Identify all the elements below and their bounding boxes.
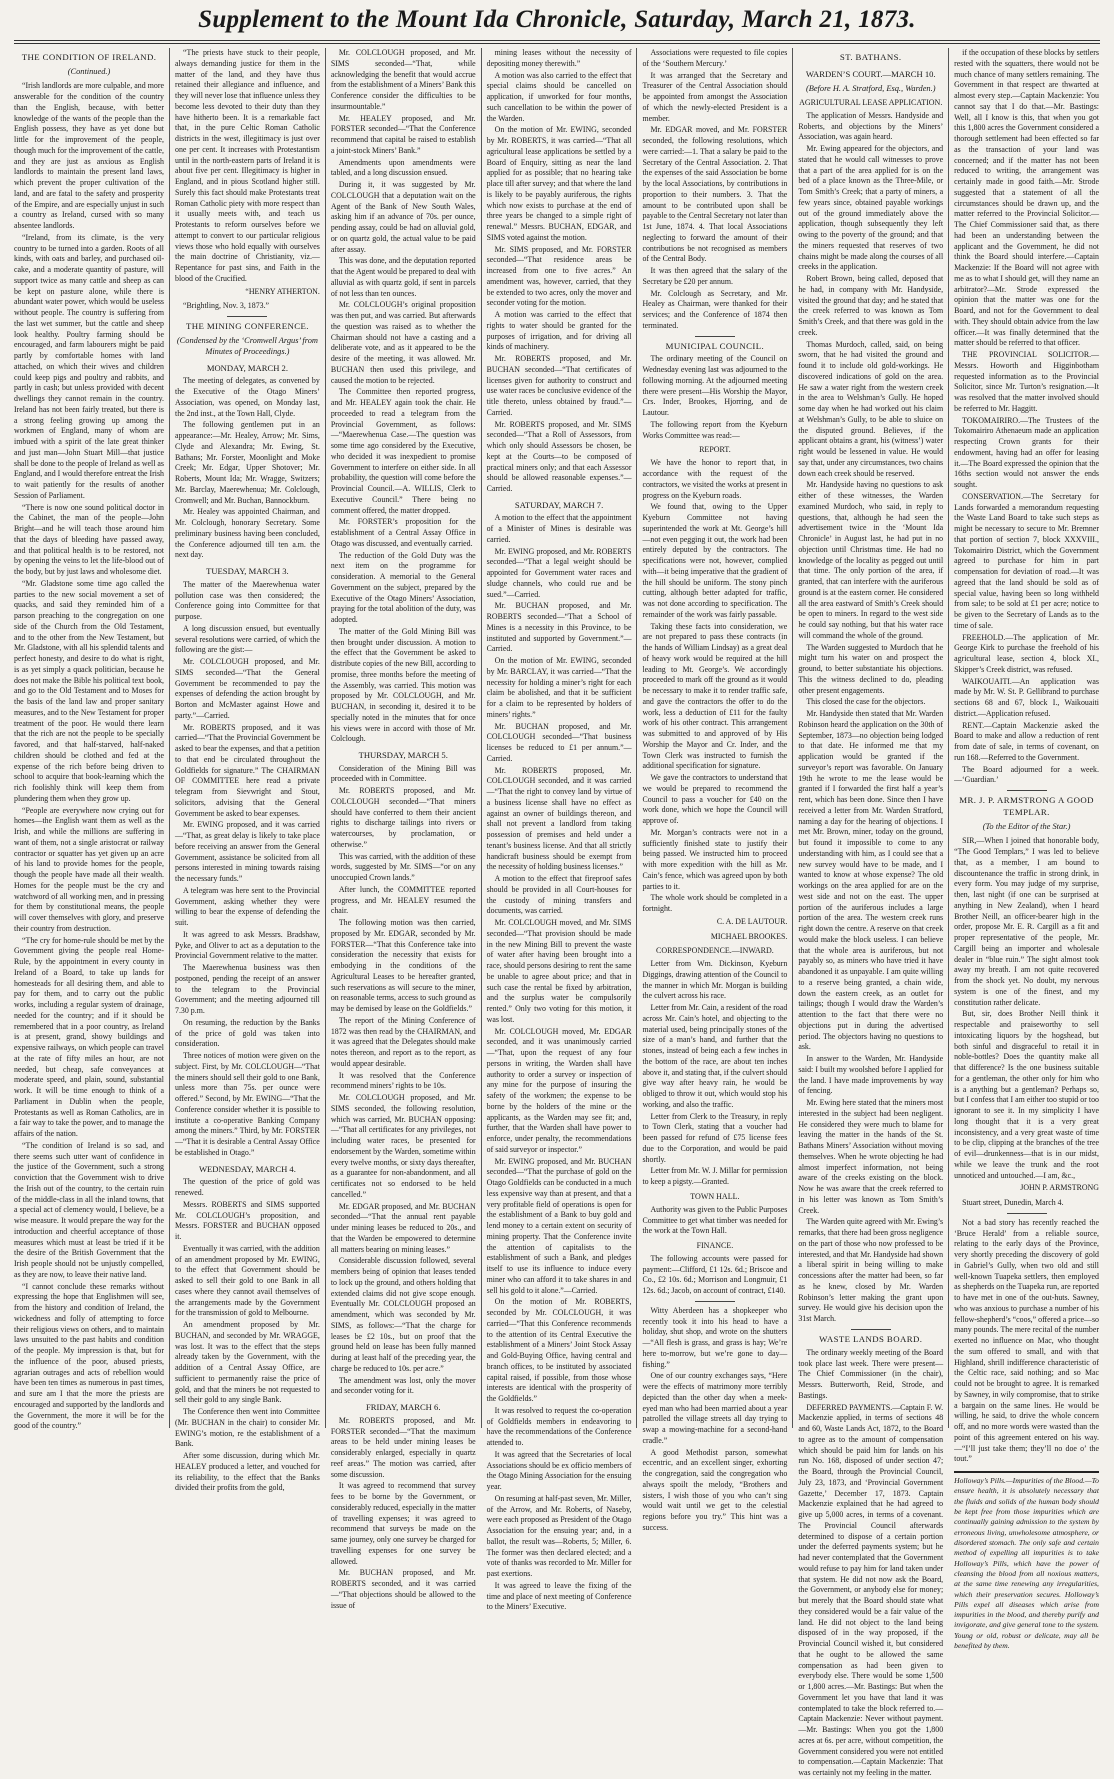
date-heading: SATURDAY, MARCH 7.	[514, 499, 604, 510]
paragraph: The meeting of delegates, as convened by the Executive of the Otago Miners’ Association, was opened, on Monday last, the 2nd inst., at the Town Hall, Clyde.	[175, 376, 320, 418]
date-heading: TUESDAY, MARCH 3.	[206, 566, 289, 577]
paragraph: A good Methodist parson, somewhat eccentric, and an excellent singer, exhorting the congregation, said the congregation who always spoilt the melody, “Brothers and sisters, I wish those of you who can’t sing would wait until we get to the celestial regions before you try.” This hint was a success.	[642, 1447, 788, 1532]
paragraph: Mr. FORSTER’s proposition for the establishment of a Central Assay Office in Otago was discussed, and eventually carried.	[330, 517, 476, 548]
paragraph: mining leases without the necessity of depositing money therewith.”	[486, 48, 632, 68]
paragraph: The question of the price of gold was renewed.	[175, 1177, 320, 1198]
paragraph: Messrs. ROBERTS and SIMS supported Mr. COLCLOUGH’s proposition, and Messrs. FORSTER and BUCHAN opposed it.	[175, 1199, 320, 1242]
signature: C. A. DE LAUTOUR.	[716, 916, 788, 926]
paragraph: Taking these facts into consideration, we are not prepared to pass these contracts (in the hands of William Lindsay) as a great deal of heavy work would be required at the hill leading to Mt. George’s. We accordingly proceeded to mark off the ground as it would be necessary to make it to render traffic safe, and gave the contractors the offer to do the work, less a deduction of £11 for the faulty work of his other contract. This arrangement was submitted to and approved of by His Worship the Mayor and Cr. Inder, and the Town Clerk was instructed to furnish the additional specification for signature.	[642, 621, 788, 771]
paragraph: Mr. COLCLOUGH moved, and Mr. SIMS seconded—“That provision should be made in the new Mining Bill to prevent the waste of water after having been brought into a race, should persons desiring to rent the same be unable to agree about price; and that in such case the rental be fixed by arbitration, and the surplus water be compulsorily rented.” Only two voting for this motion, it was lost.	[486, 918, 632, 1024]
paragraph: Mr. ROBERTS proposed, and Mr. FORSTER seconded—“That the maximum areas to be held under mining leases be considerably enlarged, especially in quartz reef areas.” The motion was carried, after some discussion.	[330, 1415, 476, 1479]
article-heading: MR. J. P. ARMSTRONG A GOOD TEMPLAR.	[959, 795, 1094, 817]
paragraph: On resuming, the reduction by the Banks of the price of gold was taken into consideration.	[175, 1017, 320, 1049]
paragraph: On resuming at half-past seven, Mr. Miller, of the Arrow, and Mr. Roberts, of Naseby, were each proposed as President of the Otago Association for the ensuing year; and, in a ballot, the result was—Roberts, 5; Miller, 6. The former was then declared elected; and a vote of thanks was recorded to Mr. Miller for past exertions.	[486, 1493, 632, 1579]
paragraph: Letter from Mr. Cain, a resident of the road across Mr. Cain’s hotel, and objecting to the material used, being principally stones of the size of a man’s hand, and further that the stones, instead of being each a few inches in the bottom of the race, are about ten inches above it, and stating that, if the culvert should give way after heavy rain, he would be obliged to throw it out, which would stop his working, and also the traffic.	[642, 1003, 788, 1109]
paragraph: Mr. EDGAR moved, and Mr. FORSTER seconded, the following resolutions, which were carried:—1. That a salary be paid to the Secretary of the Central Association. 2. That the expenses of the said Association be borne by the local Associations, by contributions in proportion to their numbers. 3. That the amount to be contributed upon shall be payable to the Central Secretary not later than 1st June, 1874. 4. That local Associations neglecting to forward the amount of their contributions be not recognised as members of the Central Body.	[642, 125, 788, 264]
paragraph: On the motion of Mr. ROBERTS, seconded by Mr. COLCLOUGH, it was carried—“That this Conference recommends to the attention of its Central Executive the establishment of a Miners’ Joint Stock Assay and Gold-Buying Office, having central and branch offices, to be instituted by associated capital raised, if possible, from those whose interests are identical with the prosperity of the Goldfields.”	[486, 1297, 632, 1404]
signature: MICHAEL BROOKES.	[710, 931, 788, 941]
paragraph: Not a bad story has recently reached the ‘Bruce Herald’ from a reliable source, relating to the early days of the Province, very shortly preceding the discovery of gold in Gabriel’s Gully, when two old and still well-known Tuapeka settlers, then employed as shepherds on the Tuapeka run, are reported to have met in one of the out-huts. Sawney, who was anxious to purchase a number of his fellow-shepherd’s “coos,” offered a price—so many pounds. The mere recital of the number exerted no influence on Mac, who thought the sum offered to small, and with that Highland, shrill indifference characteristic of the Celtic race, said nothing; and so Mac could not be brought to agree. It is remarked by Sawney, in wily compromise, that to strike a bargain on the same lines. He would be willing, he said, to drive the whole concern off, and no more words were wasted than the point of this agreement entered on his way.—“I’ll just take them; they’ll no doe o’ the tout.”	[954, 1217, 1099, 1464]
paragraph: An amendment proposed by Mr. BUCHAN, and seconded by Mr. WRAGGE, was lost. It was to the effect that the steps already taken by the Government, with the addition of a Central Assay Office, are sufficient to permanently raise the price of gold, and that the miners be not requested to sell their gold to any single Bank.	[175, 1320, 320, 1405]
section-label: FINANCE.	[696, 1241, 734, 1251]
paragraph: Mr. COLCLOUGH proposed, and Mr. SIMS seconded—“That the General Government be recommended to pay the expenses of defending the action brought by Borton and McMaster against Howe and party.”—Carried.	[175, 657, 320, 720]
column-2	[169, 48, 325, 1493]
article-subheading: (Before H. A. Stratford, Esq., Warden.)	[805, 83, 936, 93]
paragraph: “There is now one sound political doctor in the Cabinet, the man of the people—John Bright—and he will teach those around him that the days of bleeding have passed away, and that political health is to be restored, not by opening the veins to let the life-blood out of the body, but by just laws and wholesome diet.	[14, 502, 164, 577]
masthead-rule	[14, 40, 1100, 41]
masthead-title: Supplement to the Mount Ida Chronicle, Saturday, March 21, 1873.	[198, 6, 916, 33]
column-1	[14, 48, 169, 1431]
paragraph: Mr. Colclough as Secretary, and Mr. Healey as Chairman, were thanked for their services; and the Conference of 1874 then terminated.	[642, 288, 788, 330]
columns	[14, 48, 1104, 1778]
article-heading: THE MINING CONFERENCE.	[185, 321, 309, 331]
paragraph: The whole work should be completed in a fortnight.	[642, 893, 788, 914]
date-heading: MONDAY, MARCH 2.	[206, 362, 288, 373]
paragraph: Mr. COLCLOUGH moved, Mr. EDGAR seconded, and it was unanimously carried—“That, upon the request of any four persons in writing, the Warden shall have authority to order a survey or inspection of any mine for the purpose of insuring the safety of the workmen; the expense to be borne by the holders of the mine or the applicants, as the Warden may see fit; and, further, that the Warden shall have power to enforce, under penalty, the recommendations of said surveyor or inspector.”	[486, 1026, 632, 1154]
divider	[1007, 1213, 1047, 1214]
paragraph: It was agreed that the Secretaries of local Associations should be ex officio members of the Otago Mining Association for the ensuing year.	[486, 1449, 632, 1492]
article-subheading: (Continued.)	[67, 66, 111, 76]
paragraph: After lunch, the COMMITTEE reported progress, and Mr. HEALEY resumed the chair.	[330, 884, 476, 916]
paragraph: It was resolved that the Conference recommend miners’ rights to be 10s.	[330, 1070, 476, 1091]
paragraph: A long discussion ensued, but eventually several resolutions were carried, of which the following are the gist:—	[175, 623, 320, 655]
masthead-rule-2	[14, 43, 1100, 44]
paragraph: One of our country exchanges says, “Here were the effects of matrimony more terribly depicted than the other day when a meek-eyed man who had been married about a year patrolled the village streets all day trying to swap a mowing-machine for a second-hand cradle.”	[642, 1371, 788, 1445]
paragraph: Mr. SIMS proposed, and Mr. FORSTER seconded—“That residence areas be increased from one to five acres.” An amendment was, however, carried, that they be extended to two acres, only the mover and seconder voting for the motion.	[486, 244, 632, 308]
paragraph: The Warden quite agreed with Mr. Ewing’s remarks, that there had been gross negligence on the part of those who now professed to be interested, and that Mr. Handyside had shown a liberal spirit in being willing to make concessions after the matter had been, so far as he knew, closed by Mr. Warden Robinson’s letter making the grant upon survey. He would give his decision upon the 31st March.	[798, 1217, 944, 1324]
paragraph: A motion was carried to the effect that rights to water should be granted for the purposes of irrigation, and for driving all kinds of machinery.	[486, 310, 632, 352]
paragraph: It was resolved to request the co-operation of Goldfields members in endeavoring to have the recommendations of the Conference attended to.	[486, 1405, 632, 1448]
paragraph: “The condition of Ireland is so sad, and there seems such utter want of confidence in the justice of the Government, such a strong conviction that the Government wish to drive the Irish out of the country, to the certain ruin of the middle-class in all the inland towns, that a special act of clemency would, I believe, be a wise measure. It would prepare the way for the introduction and cheerful acceptance of those measures which must at least be tried if it be the desire of the British Government that the Irish people should not be unjustly compelled, as they are now, to leave their native land.	[14, 1140, 164, 1279]
divider	[227, 316, 267, 317]
paragraph: Associations were requested to file copies of the ‘Southern Mercury.’	[642, 48, 788, 68]
paragraph: Mr. Ewing here stated that the miners most interested in the subject had been negligent. He considered they were much to blame for leaving the matter in the hands of the St. Bathans Miners’ Association without moving themselves. When he wrote objecting he had almost imperfect information, not being aware of the creeks existing on the block. Now he was aware that the creek referred to in his letter was known as Tom Smith’s Creek.	[798, 1098, 944, 1215]
paragraph: It was then agreed that the salary of the Secretary be £20 per annum.	[642, 266, 788, 286]
paragraph: Authority was given to the Public Purposes Committee to get what timber was needed for the work at the Town Hall.	[642, 1204, 788, 1236]
paragraph: Amendments upon amendments were tabled, and a long discussion ensued.	[330, 157, 476, 178]
paragraph: FREEHOLD.—The application of Mr. George Kirk to purchase the freehold of his agricultural lease, section 4, block XI., Skipper’s Creek district, was refused.	[954, 632, 1099, 674]
paragraph: On the motion of Mr. EWING, seconded by Mr. BARCLAY, it was carried—“That the necessity for holding a miner’s right for each claim be abolished, and that it be sufficient for a claim to be represented by holders of miners’ rights.”	[486, 656, 632, 719]
article-heading: WASTE LANDS BOARD.	[819, 1333, 923, 1344]
paragraph: Mr. BUCHAN proposed, and Mr. ROBERTS seconded, and it was carried—“That objections should be allowed to the issue of	[330, 1568, 476, 1610]
section-label: REPORT.	[699, 445, 731, 455]
column-6	[792, 48, 948, 1778]
paragraph: “The cry for home-rule should be met by the Government giving the people real Home-Rule, by the appointment in every county in Ireland of a Board, to take up lands for homesteads for all desiring them, and able to pay for them, and to carry out the public works, including a regular system of drainage, needed for the country; and if it should be remembered that in a poor country, as Ireland is at present, grand, showy buildings and expensive railways, on which people can travel at the rate of fifty miles an hour, are not needed, but cheap, safe conveyances at moderate speed, and plain, sound, substantial work. It will be time enough to think of a Parliament in Dublin when the people, Protestants as well as Roman Catholics, are in a fair way to take the power, and to manage the affairs of the nation.	[14, 935, 164, 1139]
section-label: AGRICULTURAL LEASE APPLICATION.	[799, 98, 943, 108]
paragraph: RENT.—Captain Mackenzie asked the Board to make and allow a reduction of rent from date of sale, in terms of covenant, on run 168.—Referred to the Government.	[954, 720, 1099, 762]
paragraph: The reduction of the Gold Duty was the next item on the programme for consideration. A memorial to the General Government on the subject, prepared by the Executive of the Otago Miners’ Association, praying for the total abolition of the duty, was adopted.	[330, 550, 476, 624]
section-label: TOWN HALL.	[690, 1191, 740, 1201]
paragraph: It was agreed to recommend that survey fees to be borne by the Government, or considerably reduced, especially in the matter of travelling expenses; it was agreed to recommend that surveys be made on the same journey, only one survey be charged for travelling expenses for one survey be allowed.	[330, 1481, 476, 1566]
divider	[851, 1329, 891, 1330]
paragraph: Mr. COLCLOUGH proposed, and Mr. SIMS seconded, the following resolution, which was carried, Mr. BUCHAN opposing:—“That all certificates for any privileges, not including water races, be presented for endorsement by the Warden, sometime within every twelve months, or sixty days thereafter, as a guarantee for non-abandonment, and all certificates not so endorsed to be held cancelled.”	[330, 1093, 476, 1199]
paragraph: The ordinary weekly meeting of the Board took place last week. There were present—The Chief Commissioner (in the chair), Messrs. Butterworth, Reid, Strode, and Bastings.	[798, 1347, 944, 1400]
signature: JOHN P. ARMSTRONG	[1020, 1183, 1099, 1193]
paragraph: We gave the contractors to understand that we would be prepared to recommend the Council to pass a voucher for £40 on the work done, which we hope the Council will approve of.	[642, 773, 788, 826]
article-heading: MUNICIPAL COUNCIL.	[665, 340, 765, 351]
paragraph: “Irish landlords are more culpable, and more answerable for the condition of the country than the English, because, with better knowledge of the wants of the people than the English possess, they have as yet done but little for the improvement of the people, though much for the improvement of the cattle, and they are just as anxious as English landlords to maintain the present land laws, which prevent the proper cultivation of the land, and are fatal to the safety and prosperity of the Empire, and are especially unjust in such a country as Ireland, cursed with so many absentee landlords.	[14, 81, 164, 231]
paragraph: Letter from Wm. Dickinson, Kyeburn Diggings, drawing attention of the Council to the manner in which Mr. Morgan is building the culvert across his race.	[642, 959, 788, 1001]
paragraph: The amendment was lost, only the mover and seconder voting for it.	[330, 1375, 476, 1396]
date-heading: THURSDAY, MARCH 5.	[358, 750, 448, 760]
paragraph: The matter of the Maerewhenua water pollution case was then considered; the Conference going into Committee for that purpose.	[175, 579, 320, 622]
paragraph: The Committee then reported progress, and Mr. HEALEY again took the chair. He proceeded to read a telegram from the Provincial Government, as follows:—“Maerewhenua Case.—The question was some time ago considered by the Executive, who decided it was inexpedient to promise Government to interfere on either side. In all probability, the question will come before the Provincial Council.—A. WILLIS, Clerk to Executive Council.” There being no comment offered, the matter dropped.	[330, 387, 476, 515]
paragraph: After some discussion, during which Mr. HEALEY produced a letter, and vouched for its reliability, to the effect that the Banks divided their profits from the gold,	[175, 1451, 320, 1493]
paragraph: The report of the Mining Conference of 1872 was then read by the CHAIRMAN, and it was agreed that the Delegates should make notes thereon, and report as to the report, as would appear desirable.	[330, 1015, 476, 1068]
paragraph: A motion to the effect that fireproof safes should be provided in all Court-houses for the custody of mining transfers and documents, was carried.	[486, 874, 632, 916]
column-4	[481, 48, 637, 1612]
article-heading: ST. BATHANS.	[839, 52, 902, 62]
paragraph: The following report from the Kyeburn Works Committee was read:—	[642, 419, 788, 440]
article-heading: THE CONDITION OF IRELAND.	[21, 52, 157, 62]
paragraph: Mr. EWING proposed, and Mr. BUCHAN seconded—“That the purchase of gold on the Otago Goldfields can be conducted in a much less expensive way than at present, and that a very profitable field of operations is open for the establishment of a Bank to buy gold and lend money to a certain extent on security of mining property. That the Conference invite the attention of capitalists to the establishment of such a Bank, and pledges itself to use its influence to induce every miner who can afford it to take shares in and sell his gold to it alone.”—Carried.	[486, 1156, 632, 1295]
paragraph: Mr. HEALEY proposed, and Mr. FORSTER seconded—“That the Conference recommend that capital be raised to establish a joint-stock Miners’ Bank.”	[330, 113, 476, 155]
section-label: CORRESPONDENCE.—INWARD.	[656, 946, 774, 956]
paragraph: The Warden suggested to Murdoch that he might turn his water on and prospect the ground, to better substantiate his objections. This the witness declined to do, pleading other present engagements.	[798, 642, 944, 695]
paragraph: Mr. Handyside having no questions to ask either of these witnesses, the Warden examined Murdoch, who said, in reply to questions, that, although he had seen the advertisement twice in the ‘Mount Ida Chronicle’ in August last, he had put in no objection until Christmas time. He had no knowledge of the locality as pegged out until that time. The only portion of the area, if granted, that can interfere with the auriferous ground is at the eastern corner. He considered all the area eastward of Smith’s Creek should be open to miners. In regard to the west side he could say nothing, but that his water race will command the whole of the ground.	[798, 480, 944, 640]
paragraph: Mr. Healey was appointed Chairman, and Mr. Colclough, honorary Secretary. Some preliminary business having been concluded, the Conference adjourned till ten a.m. the next day.	[175, 507, 320, 560]
divider	[1007, 790, 1047, 791]
paragraph: Consideration of the Mining Bill was proceeded with in Committee.	[330, 763, 476, 784]
paragraph: During it, it was suggested by Mr. COLCLOUGH that a deputation wait on the Agent of the Bank of New South Wales, asking him if an advance of 70s. per ounce, pending assay, could be had on alluvial gold, or on quartz gold, the actual value to be paid after assay.	[330, 180, 476, 254]
paragraph: The matter of the Gold Mining Bill was then brought under discussion. A motion to the effect that the Government be asked to distribute copies of the new Bill, according to promise, three months before the meeting of the Assembly, was carried. This motion was proposed by Mr. COLCLOUGH, and Mr. BUCHAN, in seconding it, desired it to be specially noted in the minutes that for once his views were in accord with those of Mr. Colclough.	[330, 626, 476, 744]
paragraph: Thomas Murdoch, called, said, on being sworn, that he had visited the ground and found it to include old gold-workings. He discovered indications of gold on the area. He saw a water right from the western creek in the area to Welshman’s Gully. He hoped some day when he had worked out his claim at Welshman’s Gully, to be able to sluice on the disputed ground. Believes, if the applicant obtains a grant, his (witness’) water right would be lessened in value. He would say that, under any circumstances, two chains down each creek should be reserved.	[798, 339, 944, 478]
divider	[695, 336, 735, 337]
paragraph: Robert Brown, being called, deposed that he had, in company with Mr. Handyside, visited the ground that day; and he stated that the creek referred to was known as Tom Smith’s Creek, and that there was gold in the creek.	[798, 274, 944, 337]
paragraph: But, sir, does Brother Neill think it respectable and praiseworthy to sell intoxicating liquors by the hogshead, but both sinful and disgraceful to retail it in noble-bottles? Does the quantity make all that difference? Is the one business suitable for a gentleman, the other only for him who is a anything but a gentleman? Perhaps so, but I confess that I am either too stupid or too ignorant to see it. In my simplicity I have long thought that it is a very great inconsistency, and a very great waste of time to be clip, clipping at the branches of the tree of evil—drunkenness—that is in our midst, while we leave the trunk and the root unnoticed and untouched.—I am, &c.,	[954, 1009, 1099, 1180]
paragraph: A motion to the effect that the appointment of a Minister of Mines is desirable was carried.	[486, 513, 632, 544]
paragraph: Letter from Clerk to the Treasury, in reply to Town Clerk, stating that a voucher had been passed for refund of £75 license fees due to the Corporation, and would be paid shortly.	[642, 1111, 788, 1164]
paragraph: The application of Messrs. Handyside and Roberts, and objections by the Miners’ Association, was again heard.	[798, 110, 944, 142]
paragraph: “The priests have stuck to their people, always demanding justice for them in the matter of the land, and they have thus retained their allegiance and influence, and they will never lose that influence unless they become less devoted to their duty than they have hitherto been. It is a remarkable fact that, in the pure Celtic Roman Catholic districts in the west, illegitimacy is just over one per cent. It increases with Protestantism until in the north-eastern parts of Ireland it is about five per cent. Illegitimacy is higher in England, and in pious Scotland higher still. Surely this fact should make Protestants treat Roman Catholic piety with more respect than it usually meets with, and teach us Protestants to reform ourselves before we attempt to convert to our particular religious views those who hold equally with ourselves the main doctrine of Christianity, viz.—Repentance for past sins, and Faith in the blood of the Crucified.	[175, 48, 320, 283]
paragraph: Considerable discussion followed, several members being of opinion that leases tended to lock up the ground, and others holding that extended claims did not give scope enough. Eventually Mr. COLCLOUGH proposed an amendment, which was seconded by Mr. SIMS, as follows:—“That the charge for leases be £2 10s., but on proof that the ground held on lease has been fully manned during at least half of the preceding year, the charge be reduced to 10s. per acre.”	[330, 1256, 476, 1373]
paragraph: The Maerewhenua business was then postponed, pending the receipt of an answer to the telegram to the Provincial Government; and the meeting adjourned till 7.30 p.m.	[175, 963, 320, 1016]
paragraph: Mr. Ewing appeared for the objectors, and stated that he would call witnesses to prove that a part of the area applied for is on the bed of a place known as the Three-Mile, or Tom Smith’s Creek; that a party of miners, a few years since, obtained payable workings out of the ground immediately above the application, though subsequently they left owing to the poverty of the ground; and that the miners requested that reserves of two chains might be made along the courses of all creeks in the application.	[798, 144, 944, 272]
paragraph: The Conference then went into Committee (Mr. BUCHAN in the chair) to consider Mr. EWING’s motion, re the establishment of a Bank.	[175, 1407, 320, 1449]
paragraph: “I cannot conclude these remarks without expressing the hope that Englishmen will see, from the history and condition of Ireland, the wickedness and folly of attempting to force their religious views on others, and to maintain laws unsuited to the past habits and condition of the people. My impression is that, but for the influence of the poor, abused priests, agrarian outrages and acts of rebellion would have been ten times as numerous in past times, and sure am I that the more the priests are encouraged and supported by the landlords and the Government, the more it will be for the good of the country.”	[14, 1281, 164, 1431]
signature-place: Stuart street, Dunedin, March 4.	[962, 1198, 1064, 1208]
paragraph: Letter from Mr. W. J. Millar for permission to keep a pigsty.—Granted.	[642, 1166, 788, 1187]
paragraph: A motion was also carried to the effect that special claims should be cancelled on application, if unworked for four months, such cancellation to be within the power of the Warden.	[486, 70, 632, 123]
paragraph: Witty Aberdeen has a shopkeeper who recently took it into his head to have a holiday, shut shop, and wrote on the shutters—“All flesh is grass, and grass is hay; We’re here to-morrow, but we’re gone to day—fishing.”	[642, 1305, 788, 1369]
paragraph: We found that, owing to the Upper Kyeburn Committee not having superintended the work at Mt. George’s hill—not even pegging it out, the work had been entirely deputed by the contractors. The specifications were not, however, complied with—it being imperative that the gradient of the hill should be uniform. The stony pinch cutting, although better adapted for traffic, was not done according to specification. The remainder of the work was fairly passable.	[642, 502, 788, 619]
column-3	[325, 48, 481, 1610]
column-7	[948, 48, 1104, 1651]
article-subheading: (To the Editor of the Star.)	[982, 821, 1071, 831]
paragraph: SIR,—When I joined that honorable body, “The Good Templars,” I was led to believe that, as a member, I am bound to discountenance the traffic in strong drink, in every form. You may judge of my surprise, then, last night (if one can be surprised at anything in New Zealand), when I heard Brother Neill, an officer-bearer high in the order, propose Mr. E. R. Cargill as a fit and proper representative of the people, Mr. Cargill being an importer and wholesale dealer in “blue ruin.” The sight almost took away my breath. I am not quite recovered from the shock yet. No doubt, my nervous system is one of the finest, and my constitution rather delicate.	[954, 836, 1099, 1007]
signature: “HENRY ATHERTON.	[245, 286, 320, 296]
paragraph: It was arranged that the Secretary and Treasurer of the Central Association should be appointed from amongst the Association of which the newly-elected President is a member.	[642, 70, 788, 123]
paragraph: Mr. COLCLOUGH’s original proposition was then put, and was carried. But afterwards the question was raised as to whether the Chairman should not have a casting and a deliberate vote, and as it appeared to be the desire of the meeting, it was allowed. Mr. BUCHAN then used this privilege, and caused the motion to be rejected.	[330, 300, 476, 385]
paragraph: TOKOMAIRIRO.—The Trustees of the Tokomairiro Athenaeum made an application respecting Crown grants for their endowment, having had an offer for leasing it.—The Board expressed the opinion that the 16ths section would not answer the ends sought.	[954, 415, 1099, 489]
paragraph: Mr. ROBERTS proposed, and Mr. BUCHAN seconded—“That certificates of licenses given for authority to construct and use water races be conclusive evidence of the title thereto, unless obtained by fraud.”—Carried.	[486, 354, 632, 417]
paragraph: Mr. ROBERTS proposed, and it was carried—“That the Provincial Government be asked to bear the expenses, and that a petition to that end be circulated throughout the Goldfields for signature.” The CHAIRMAN OF COMMITTEE here read a private telegram from Sievwright and Stout, solicitors, advising that the General Government be asked to bear expenses.	[175, 722, 320, 818]
signature-place: “Brightling, Nov. 3, 1873.”	[183, 301, 270, 311]
article-subheading: WARDEN’S COURT.—MARCH 10.	[805, 68, 936, 79]
paragraph: Mr. Handyside then stated that Mr. Warden Robinson heard the application on the 30th of September, 1873—no objection being lodged to that date. He informed me that my application would be granted if the surveyor’s report was favorable. On January 19th he wrote to me the lease would be granted if I forwarded the first half a year’s rent, which has been done. Since then I have received a letter from Mr. Warden Stratford, naming a day for the hearing of objections. I met Mr. Brown, miner, today on the ground, but found it impossible to come to any understanding with him, as I could see that a new survey would have to be made, and I wanted to know at whose expense? The old workings on the area applied for are on the west side and not on the east. The upper portion of the auriferous includes a large portion of the area. The western creek runs right down the centre. A reserve on that creek would make the block useless. I can believe that the whole area is auriferous, but not payably so, as miners who have tried it have abandoned it as unpayable. I am quite willing to a reserve being granted, a chain wide, down the eastern creek, as an outlet for tailings; though I would draw the Warden’s attention to the fact that there were no objections put in during the advertised period. The objectors having no questions to ask.	[798, 709, 944, 1052]
divider	[695, 1301, 735, 1302]
paragraph: We have the honor to report that, in accordance with the request of the contractors, we visited the works at present in progress on the Kyeburn roads.	[642, 458, 788, 500]
paragraph: Mr. ROBERTS proposed, and Mr. COLCLOUGH seconded—“That miners should have conferred to them their ancient rights to discharge tailings into rivers or watercourses, by proclamation, or otherwise.”	[330, 786, 476, 849]
paragraph: DEFERRED PAYMENTS.—Captain F. W. Mackenzie applied, in terms of sections 48 and 60, Waste Lands Act, 1872, to the Board to agree as to the amount of compensation which should be paid him for lands on his run No. 168, disposed of under section 47; the Board, through the Provincial Council, July 23, 1873, and ‘Provincial Government Gazette,’ December 17, 1873. Captain Mackenzie explained that he had agreed to give up 5,000 acres, in terms of a covenant. The Provincial Council afterwards determined to dispose of a certain portion under the deferred payments system; but he had never contemplated that the Government would refuse to pay him for land taken under that system. He did not now ask the Board, the Government, or anybody else for money; but merely that the Board should state what they considered would be a fair value of the land. He did not object to the land being disposed of in the way proposed, if the Provincial Council wished it, but considered that he ought to be allowed the same compensation as had been given to everybody else. There would be some 1,500 or 1,800 acres.—Mr. Bastings: But when the Government let you have that land it was contemplated to take the block referred to.—Captain Mackenzie: Never without payment.—Mr. Bastings: When you got the 1,800 acres at 6s. per acre, without competition, the Government considered you were not entitled to compensation.—Captain Mackenzie: That was certainly not my feeling in the matter.	[798, 1402, 944, 1778]
paragraph: “Mr. Gladstone some time ago called the parties to the new social movement a set of quacks, and said they reminded him of a parson preaching to the congregation on one side of the Church from the Old Testament, and to the other from the New Testament, but Mr. Gladstone, with all his splendid talents and perfect honesty, and desire to do what is right, is as yet simply a quack politician, because he does not make the Bible his political text book, and go to the Old Testament and to Moses for the basis of the land law and proper sanitary measures, and to the New Testament for proper treatment of the poor. He would there learn that the rich are not the people to be specially favored, and that half-starved, half-naked children should be clothed and fed at the expense of the rich before being driven to school to acquire that book-learning which the rich foolishly think will keep them from plundering them when they grow up.	[14, 578, 164, 803]
paragraph: The following accounts were passed for payment:—Clifford, £1 12s. 6d.; Briscoe and Co., £2 10s. 6d.; Morrison and Longmuir, £1 12s. 6d.; Jacob, on account of contract, £140.	[642, 1253, 788, 1296]
paragraph: Eventually it was carried, with the addition of an amendment proposed by Mr. EWING, to the effect that Government should be asked to sell their gold to one Bank in all cases where they cannot avail themselves of the arrangements made by the Government for the transmission of gold to Melbourne.	[175, 1243, 320, 1318]
paragraph: On the motion of Mr. EWING, seconded by Mr. ROBERTS, it was carried—“That all agricultural lease applications be settled by a Board of Enquiry, sitting as near the land applied for as possible; that no hearing take place till after survey; and that where the land is likely to be payably auriferous, the rights which now exists to purchase at the end of three years be changed to a simple right of renewal.” Messrs. BUCHAN, EDGAR, and SIMS voted against the motion.	[486, 125, 632, 242]
paragraph: Three notices of motion were given on the subject. First, by Mr. COLCLOUGH—“That the miners should sell their gold to one Bank, unless more than 75s. per ounce were offered.” Second, by Mr. EWING—“That the Conference consider whether it is possible to institute a co-operative Banking Company among the miners.” Third, by Mr. FORSTER—“That it is desirable a Central Assay Office be established in Otago.”	[175, 1051, 320, 1157]
column-5	[636, 48, 792, 1532]
paragraph: It was agreed to leave the fixing of the time and place of next meeting of Conference to the Miners’ Executive.	[486, 1580, 632, 1612]
paragraph: Mr. EDGAR proposed, and Mr. BUCHAN seconded—“That the annual rent payable under mining leases be reduced to 20s., and that the Warden be empowered to determine all matters bearing on mining leases.”	[330, 1201, 476, 1254]
paragraph: This closed the case for the objectors.	[806, 697, 926, 707]
paragraph: Mr. EWING proposed, and it was carried—“That, as great delay is likely to take place before receiving an answer from the General Government, assistance be solicited from all persons interested in mining towards raising the necessary funds.”	[175, 820, 320, 884]
paragraph: The following gentlemen put in an appearance:—Mr. Healey, Arrow; Mr. Sims, Clyde and Alexandra; Mr. Ewing, St. Bathans; Mr. Forster, Moonlight and Moke Creek; Mr. Edgar, Upper Shotover; Mr. Roberts, Mount Ida; Mr. Wragge, Switzers; Mr. Barclay, Maerewhenua; Mr. Colclough, Cromwell; and Mr. Buchan, Bannockburn.	[175, 420, 320, 505]
paragraph: A telegram was here sent to the Provincial Government, asking whether they were willing to bear the expense of defending the suit.	[175, 885, 320, 928]
date-heading: WEDNESDAY, MARCH 4.	[198, 1163, 296, 1174]
article-subheading: (Condensed by the ‘Cromwell Argus’ from Minutes of Proceedings.)	[176, 335, 318, 357]
paragraph: Mr. COLCLOUGH proposed, and Mr. SIMS seconded—“That, while acknowledging the benefit that would accrue from the establishment of a Miners’ Bank this Conference consider the difficulties to be insurmountable.”	[330, 48, 476, 111]
date-heading: FRIDAY, MARCH 6.	[365, 1402, 441, 1413]
masthead	[0, 0, 1114, 44]
paragraph: Mr. ROBERTS proposed, and Mr. SIMS seconded—“That a Roll of Assessors, from which only should Assessors be chosen, be kept at the Courts—to be composed of practical miners only; and that each Assessor should be allowed reasonable expenses.”—Carried.	[486, 419, 632, 493]
paragraph: The following motion was then carried, proposed by Mr. EDGAR, seconded by Mr. FORSTER—“That this Conference take into consideration the necessity that exists for embodying in the conditions of the Agricultural Leases to be hereafter granted, such reservations as will secure to the miner, on reasonable terms, access to such ground as may be demised by lease on the Goldfields.”	[330, 918, 476, 1014]
paragraph: CONSERVATION.—The Secretary for Lands forwarded a memorandum requesting the Waste Land Board to take such steps as might be necessary to secure to Mr. Bremner that portion of section 7, block XXXVIII., Tokomairiro District, which the Government agreed to purchase for him in part compensation for deviation of road.—It was agreed that the land should be sold as of special value, having been so long withheld from sale; to be sold at £1 per acre; notice to be given to the Secretary of Lands as to the time of sale.	[954, 491, 1099, 630]
paragraph: “People are everywhere now crying out for homes—the English want them as well as the Irish, and while the millions are suffering in want of them, not a single aristocrat or railway contractor or squatter has yet given up an acre of his land to provide homes for the people, though the people have made all their wealth. Homes for the people must be the cry and watchword of all working men, and in pressing for them by constitutional means, the people will cover themselves with glory, and preserve their country from destruction.	[14, 805, 164, 933]
paragraph: “Ireland, from its climate, is the very country to be turned into a garden. Roots of all kinds, with oats and barley, and purchased oil-cake, and a moderate quantity of pasture, will support twice as many cattle and sheep as can be kept on pasture alone, while there is abundant water power, which would be useless without people. The country is suffering from the last wet summer, but the cattle and sheep look healthy. Poultry farming should be encouraged, and farm labourers might be paid partly by comfortable homes with land attached, on which their wives and children could keep pigs and poultry and rabbits, and partly in cash; but unless provided with decent dwellings they cannot remain in the country. Ireland has not been fairly treated, but there is a strong feeling growing up among the workmen of England, many of whom are imbued with a spirit of the late great thinker and just man—John Stuart Mill—that justice shall be done to the people of Ireland as well as England, and I would therefore entreat the Irish to wait patiently for the results of another Session of Parliament.	[14, 232, 164, 500]
paragraph: if the occupation of these blocks by settlers rested with the squatters, there would not be much chance of many settlers remaining. The Government in that respect are thwarted at almost every step.—Captain Mackenzie: You cannot say that I do that.—Mr. Bastings: Well, all I know is this, that when you got this 1,800 acres the Government considered a thorough settlement had been effected so far as the transaction of your land was concerned; and if the matter has not been reduced to writing, the arrangement was certainly made in good faith.—Mr. Strode suggested that a statement of all the circumstances should be drawn up, and the matter referred to the Provincial Solicitor.—The Chief Commissioner said that, as there had been an understanding between the applicant and the Government, he did not think the Board should interfere.—Captain Mackenzie: If the Board will not agree with me as to what I should get, will they name an arbitrator?—Mr. Strode expressed the opinion that the matter was one for the Board, and not for the Government to deal with. They should obtain advice from the law officer.—It was finally determined that the matter should be referred to that officer.	[954, 48, 1099, 348]
paragraph: This was carried, with the addition of these words, suggested by Mr. SIMS—“or on any unoccupied Crown lands.”	[330, 851, 476, 883]
paragraph: The ordinary meeting of the Council on Wednesday evening last was adjourned to the following morning. At the adjourned meeting there were present—His Worship the Mayor, Crs. Inder, Brookes, Hjorring, and de Lautour.	[642, 354, 788, 418]
paragraph: Mr. BUCHAN proposed, and Mr. COLCLOUGH seconded—“That business licenses be reduced to £1 per annum.”—Carried.	[486, 721, 632, 763]
paragraph: WAIKOUAITI.—An application was made by Mr. W. St. P. Gellibrand to purchase sections 68 and 67, block I., Waikouaiti district.—Application refused.	[954, 676, 1099, 718]
paragraph: In answer to the Warden, Mr. Handyside said: I built my woolshed before I applied for the land. I have made improvements by way of fencing.	[798, 1054, 944, 1096]
paragraph: It was agreed to ask Messrs. Bradshaw, Pyke, and Oliver to act as a deputation to the Provincial Government relative to the matter.	[175, 929, 320, 961]
paragraph: Mr. EWING proposed, and Mr. ROBERTS seconded—“That a legal weight should be appointed for Government water races and sludge channels, who could rue and be sued.”—Carried.	[486, 546, 632, 599]
advertisement: Holloway’s Pills.—Impurities of the Blood.—To ensure health, it is absolutely necessary that the fluids and solids of the human body should be kept free from those impurities which are continually gaining admission to the system by erroneous living, unwholesome atmosphere, or disordered stomach. The only safe and certain method of expelling all impurities is to take Holloway’s Pills, which have the power of cleansing the blood from all noxious matters, at the same time renewing any irregularities, which their preservation secures. Holloway’s Pills expel all diseases which arise from impurities in the blood, and thereby purify and invigorate, and give general tone to the system. Young or old, robust or delicate, may all be benefited by them.	[954, 1471, 1099, 1651]
paragraph: Mr. ROBERTS proposed, Mr. COLCLOUGH seconded, and it was carried—“That the right to convey land by virtue of a business license shall have no effect as against an owner of buildings thereon, and shall not prevent a landlord from taking possession of premises and held under a tenant’s business license. And that all strictly handicraft business should be exempt from the necessity of holding business licenses.”	[486, 765, 632, 872]
paragraph: This was done, and the deputation reported that the Agent would be prepared to deal with alluvial as with quartz gold, if sent in parcels of not less than ten ounces.	[330, 256, 476, 298]
paragraph: The Board adjourned for a week.—‘Guardian.’	[954, 764, 1099, 785]
paragraph: THE PROVINCIAL SOLICITOR.—Messrs. Howorth and Higginbotham requested information as to the Provincial Solicitor, since Mr. Turton’s resignation.—It was resolved that the matter involved should be referred to Mr. Haggitt.	[954, 350, 1099, 413]
paragraph: Mr. Morgan’s contracts were not in a sufficiently finished state to justify their being passed. We instructed him to proceed with more expedition with the hill as Mr. Cain’s fence, which was agreed upon by both parties to it.	[642, 827, 788, 891]
paragraph: Mr. BUCHAN proposed, and Mr. ROBERTS seconded—“That a School of Mines is a necessity in this Province, to be instituted and supported by Government.”—Carried.	[486, 601, 632, 654]
